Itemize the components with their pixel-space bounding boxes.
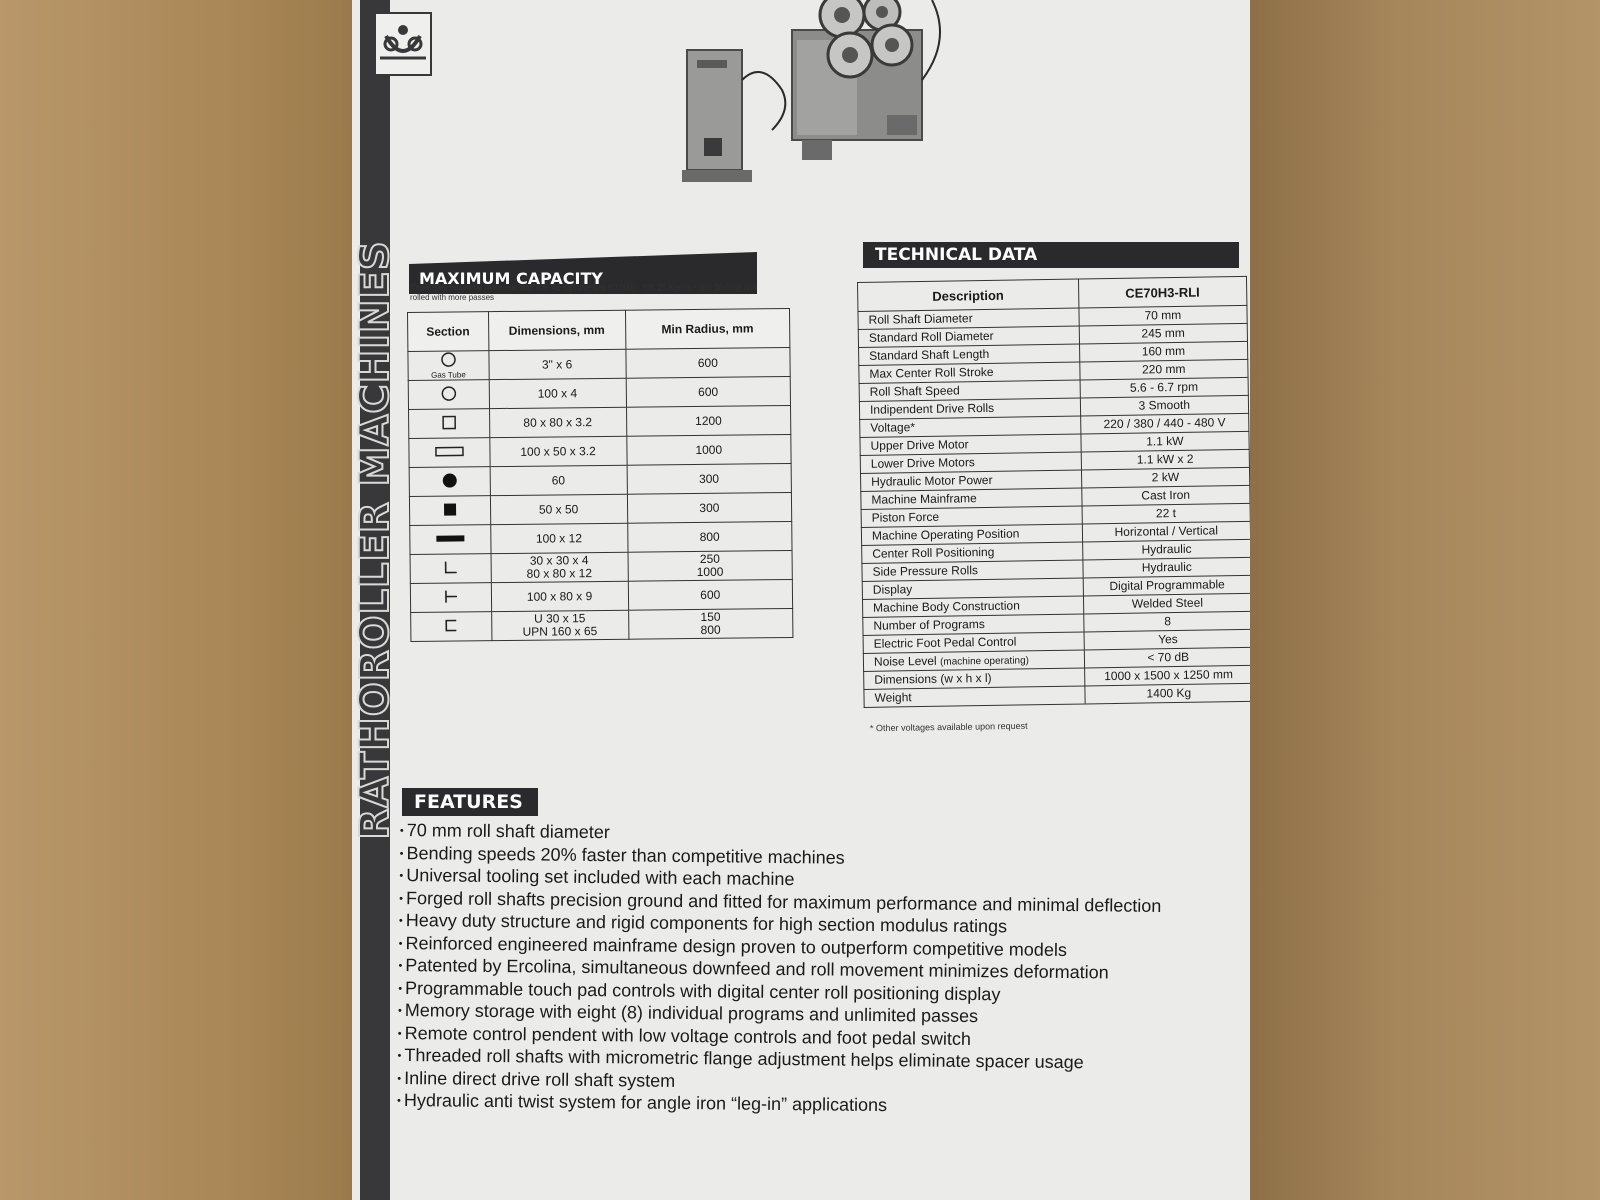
dimension-cell: 100 x 4 <box>489 378 626 408</box>
dimension-cell: 100 x 80 x 9 <box>491 581 628 611</box>
dimension-cell <box>491 552 628 582</box>
radius-cell <box>628 550 793 581</box>
spec-label: Standard Roll Diameter <box>868 328 994 345</box>
radius-cell: 1000 <box>626 434 791 465</box>
feature-item: • 70 mm roll shaft diameter <box>400 820 1162 850</box>
radius-cell: 1200 <box>626 405 791 436</box>
gas-tube-label: Gas Tube <box>431 370 466 380</box>
spec-label: Machine Mainframe <box>871 491 977 507</box>
spec-value: Yes <box>1084 629 1250 650</box>
tee-bar-icon <box>443 588 459 604</box>
table-row <box>408 347 790 380</box>
table-row <box>408 376 790 409</box>
square-tube-icon <box>441 414 457 430</box>
header-section: Section <box>408 312 489 352</box>
spec-value: 5.6 - 6.7 rpm <box>1080 377 1249 398</box>
section-cell <box>410 554 491 584</box>
dimension-line: U 30 x 15 <box>534 611 586 626</box>
feature-item: • Reinforced engineered mainframe design proven to outperform competitive models <box>399 932 1161 962</box>
table-row <box>410 579 792 612</box>
spec-value: 1.1 kW <box>1081 431 1250 452</box>
feature-item: • Threaded roll shafts with micrometric flange adjustment helps eliminate spacer usage <box>397 1045 1159 1075</box>
spec-value: 1.1 kW x 2 <box>1081 449 1250 470</box>
machine-photo <box>682 0 1002 190</box>
features-list <box>397 820 1162 1120</box>
radius-cell: 600 <box>626 376 791 407</box>
spec-value: 3 Smooth <box>1080 395 1249 416</box>
section-cell <box>410 583 491 613</box>
features-title: FEATURES <box>414 791 523 813</box>
section-cell <box>408 351 489 381</box>
spec-value: Horizontal / Vertical <box>1082 521 1250 542</box>
spec-label: Center Roll Positioning <box>872 544 995 561</box>
spec-label: Machine Operating Position <box>871 526 1020 543</box>
feature-item: • Inline direct drive roll shaft system <box>397 1067 1159 1097</box>
radius-line: 250 <box>699 551 720 566</box>
brand-logo <box>374 12 432 76</box>
spec-value: 220 / 380 / 440 - 480 V <box>1080 413 1249 434</box>
capacity-note: Capacities based on materials with T.S. 42 Kg/mm² (psi 60.000) - Y.P. 25 Kg/mm² (psi 36.000) and rolled with more passes <box>410 283 757 302</box>
dimension-line: 30 x 30 x 4 <box>529 553 589 568</box>
spec-label: Electric Foot Pedal Control <box>873 634 1017 651</box>
dimension-cell: 60 <box>490 465 627 495</box>
section-cell <box>410 525 491 555</box>
spec-value: 160 mm <box>1079 341 1248 362</box>
section-cell <box>409 467 490 497</box>
spec-value: 8 <box>1083 611 1250 632</box>
feature-item: • Hydraulic anti twist system for angle iron “leg-in” applications <box>397 1090 1159 1120</box>
spec-label: Indipendent Drive Rolls <box>869 400 995 417</box>
spec-value: 2 kW <box>1081 467 1250 488</box>
spine-brand-text: RATHOROLLER MACHINES <box>352 240 398 840</box>
channel-icon <box>443 617 459 633</box>
spec-value: < 70 dB <box>1084 647 1250 668</box>
dimension-cell: 3" x 6 <box>488 349 625 379</box>
spec-value: 22 t <box>1082 503 1250 524</box>
voltage-footnote: * Other voltages available upon request <box>869 720 1028 734</box>
radius-cell: 600 <box>626 347 791 378</box>
spec-label: Display <box>872 582 913 597</box>
dimension-cell: 50 x 50 <box>490 494 627 524</box>
feature-item: • Programmable touch pad controls with digital center roll positioning display <box>398 977 1160 1007</box>
solid-round-bar-icon <box>441 472 457 488</box>
radius-cell <box>628 608 793 639</box>
dimension-cell: 80 x 80 x 3.2 <box>489 407 626 437</box>
dimension-cell <box>491 610 628 640</box>
spec-label: Lower Drive Motors <box>870 455 975 471</box>
dimension-line: UPN 160 x 65 <box>522 624 598 639</box>
spec-value: 220 mm <box>1079 359 1248 380</box>
header-min-radius: Min Radius, mm <box>625 308 790 349</box>
roller-logo-icon <box>376 14 430 74</box>
header-dimensions: Dimensions, mm <box>488 310 626 350</box>
rectangular-tube-icon <box>434 445 464 457</box>
spec-value: Digital Programmable <box>1083 575 1250 596</box>
technical-data-heading <box>863 242 1239 268</box>
spec-label: Max Center Roll Stroke <box>869 364 994 381</box>
spec-label: Upper Drive Motor <box>870 437 969 453</box>
spec-label: Hydraulic Motor Power <box>871 472 993 489</box>
brochure-page <box>352 0 1250 1200</box>
radius-line: 800 <box>700 622 721 637</box>
table-row <box>411 608 793 641</box>
round-tube-icon <box>441 385 457 401</box>
header-model: CE70H3-RLI <box>1078 276 1247 308</box>
round-tube-icon <box>440 351 456 367</box>
capacity-table <box>407 308 793 642</box>
spec-value: Hydraulic <box>1082 539 1250 560</box>
maximum-capacity-title: MAXIMUM CAPACITY <box>419 269 603 288</box>
solid-square-bar-icon <box>443 502 457 516</box>
spec-value: 70 mm <box>1079 305 1248 326</box>
radius-line: 1000 <box>696 564 724 579</box>
radius-cell: 300 <box>627 492 792 523</box>
spec-label: Piston Force <box>871 509 940 525</box>
table-row <box>410 521 792 554</box>
table-row <box>409 492 791 525</box>
feature-item: • Patented by Ercolina, simultaneous downfeed and roll movement minimizes deformation <box>398 955 1160 985</box>
spec-label: Standard Shaft Length <box>869 346 990 363</box>
spec-label: Roll Shaft Diameter <box>868 311 973 327</box>
radius-cell: 600 <box>628 579 793 610</box>
spec-label: Noise Level <box>873 653 937 669</box>
feature-item: • Memory storage with eight (8) individual programs and unlimited passes <box>398 1000 1160 1030</box>
dimension-cell: 100 x 12 <box>490 523 627 553</box>
spec-value: 1000 x 1500 x 1250 mm <box>1084 665 1250 686</box>
feature-item: • Remote control pendent with low voltage controls and foot pedal switch <box>398 1022 1160 1052</box>
spec-label: Machine Body Construction <box>873 598 1020 615</box>
feature-item: • Universal tooling set included with each machine <box>399 865 1161 895</box>
angle-iron-icon <box>442 559 458 575</box>
table-row <box>409 405 791 438</box>
dimension-cell: 100 x 50 x 3.2 <box>489 436 626 466</box>
dimension-line: 80 x 80 x 12 <box>526 566 593 581</box>
spec-value: Welded Steel <box>1083 593 1250 614</box>
radius-cell: 800 <box>627 521 792 552</box>
features-heading <box>402 788 538 816</box>
spec-label-qualifier: (machine operating) <box>939 654 1030 668</box>
spec-label: Number of Programs <box>873 617 985 633</box>
spec-label: Roll Shaft Speed <box>869 383 960 399</box>
section-cell <box>408 380 489 410</box>
flat-bar-icon <box>435 533 465 543</box>
technical-data-table <box>857 276 1250 708</box>
table-surface-left <box>0 0 352 1200</box>
spec-value: 245 mm <box>1079 323 1248 344</box>
spec-value: 1400 Kg <box>1084 683 1250 704</box>
section-cell <box>409 438 490 468</box>
section-cell <box>411 612 492 642</box>
feature-item: • Forged roll shafts precision ground and fitted for maximum performance and minimal deflection <box>399 887 1161 917</box>
radius-cell: 300 <box>627 463 792 494</box>
radius-line: 150 <box>700 609 721 624</box>
feature-item: • Heavy duty structure and rigid components for high section modulus ratings <box>399 910 1161 940</box>
spec-value: Hydraulic <box>1083 557 1250 578</box>
table-header-row <box>408 308 790 351</box>
spec-label: Voltage* <box>870 420 916 435</box>
technical-data-title: TECHNICAL DATA <box>875 245 1038 265</box>
section-cell <box>409 409 490 439</box>
table-row <box>409 434 791 467</box>
table-row <box>410 550 792 583</box>
spec-description <box>864 686 1085 707</box>
spec-label: Dimensions (w x h x l) <box>874 670 992 687</box>
spec-value: Cast Iron <box>1081 485 1250 506</box>
spec-label: Side Pressure Rolls <box>872 563 979 579</box>
table-row <box>409 463 791 496</box>
technical-data-rows <box>858 305 1250 707</box>
feature-item: • Bending speeds 20% faster than competitive machines <box>400 842 1162 872</box>
table-surface-right <box>1250 0 1600 1200</box>
header-description: Description <box>858 279 1079 311</box>
section-cell <box>409 496 490 526</box>
spec-label: Weight <box>874 690 912 705</box>
